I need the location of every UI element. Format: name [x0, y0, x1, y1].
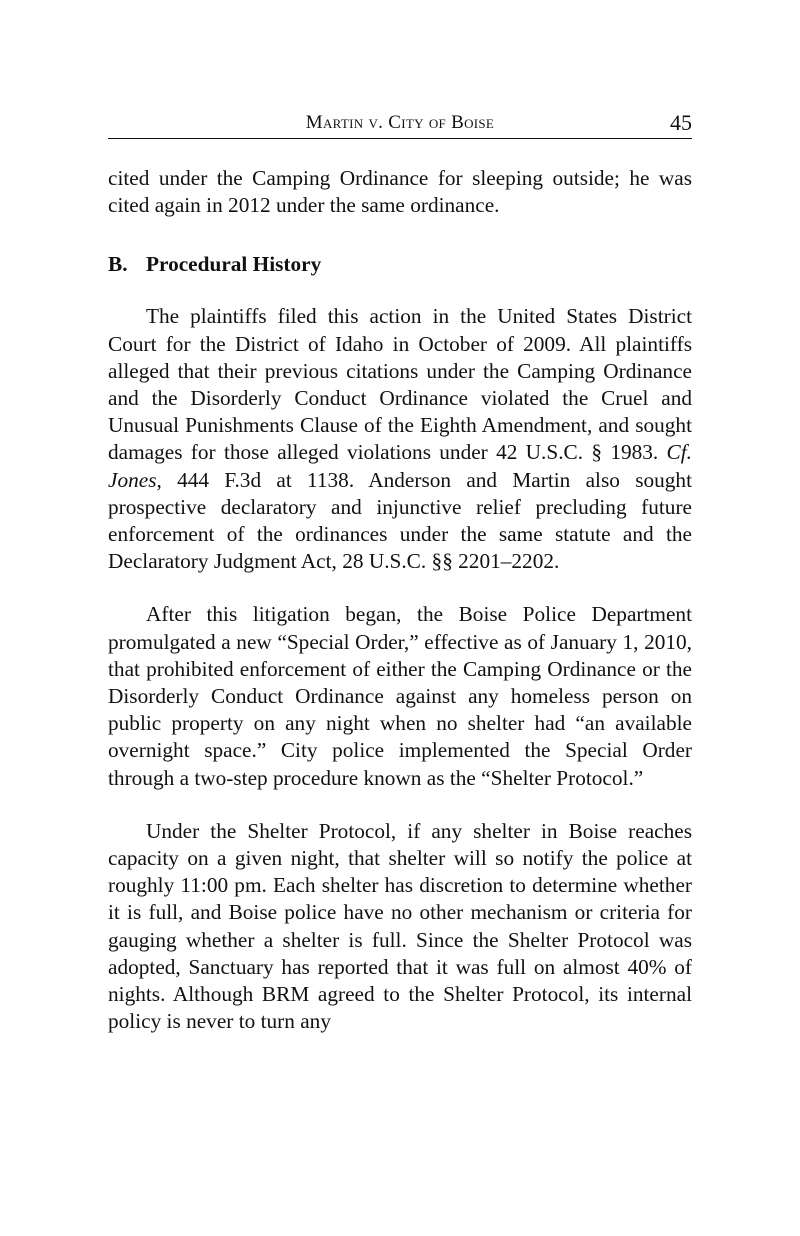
paragraph-shelter-protocol: Under the Shelter Protocol, if any shelter in Boise reaches capacity on a given night, that shelter will so notify the police at roughly 11:00 pm. Each shelter has discretion to determine whether it is full, and Boise police have no other mechanism or criteria for gauging whether a shelter is full. Since the Shelter Protocol was adopted, Sanctuary has reported that it was full on almost 40% of nights. Although BRM agreed to the Shelter Protocol, its internal policy is never to turn any	[108, 818, 692, 1034]
paragraph-text: The plaintiffs filed this action in the United States District Court for the District of Idaho in October of 2009. All plaintiffs alleged that their previous citations under the Camping Ordinance and the Disorderly Conduct Ordinance violated the Cruel and Unusual Punishments Clause of the Eighth Amendment, and sought damages for those alleged violations under 42 U.S.C. § 1983.	[108, 304, 692, 465]
section-title: Procedural History	[146, 252, 322, 277]
paragraph-text: , 444 F.3d at 1138. Anderson and Martin also sought prospective declaratory and injunctive relief precluding future enforcement of the ordinances under the same statute and the Declaratory Judgment Act, 28 U.S.C. §§ 2201–2202.	[108, 467, 692, 574]
section-letter: B.	[108, 252, 128, 277]
case-citation: Cf. Jones	[108, 440, 692, 492]
continuation-paragraph: cited under the Camping Ordinance for sleeping outside; he was cited again in 2012 under the same ordinance.	[108, 166, 692, 218]
page-number: 45	[670, 110, 692, 135]
paragraph-procedural-filing	[108, 303, 692, 575]
section-heading	[108, 251, 692, 278]
document-page	[108, 110, 692, 1035]
running-header	[108, 110, 692, 139]
case-title: Martin v. City of Boise	[305, 112, 495, 133]
paragraph-special-order: After this litigation began, the Boise Police Department promulgated a new “Special Order,” effective as of January 1, 2010, that prohibited enforcement of either the Camping Ordinance or the Disorderly Conduct Ordinance against any homeless person on public property on any night when no shelter had “an available overnight space.” City police implemented the Special Order through a two-step procedure known as the “Shelter Protocol.”	[108, 602, 692, 790]
